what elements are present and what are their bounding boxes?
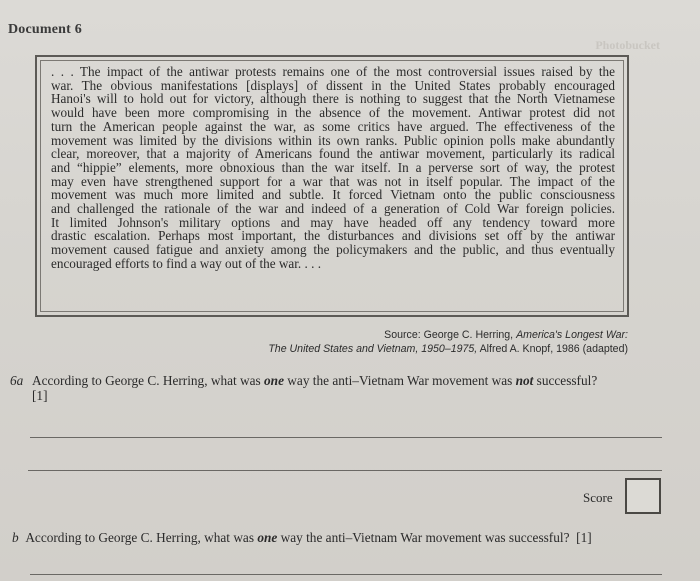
points-label: [1]	[576, 530, 592, 545]
question-text-part: way the anti–Vietnam War movement was	[283, 373, 516, 388]
quote-line: and “hippie” elements, more obnoxious than the war itself. In a perverse sort of way, the protest	[51, 159, 615, 175]
quote-line: turn the American people against the war, as some critics have argued. The effectiveness of the	[51, 118, 615, 134]
quote-line: clear, moreover, that a majority of Americans found the antiwar movement, particularly its radical	[51, 146, 615, 162]
quote-line: drastic escalation. Perhaps most important, the disturbances and divisions set off by the antiwar	[51, 228, 615, 244]
answer-line-3[interactable]	[30, 574, 662, 575]
answer-line-1[interactable]	[30, 437, 662, 438]
question-text-part: successful?	[533, 373, 598, 388]
quote-line: encouraged efforts to find a way out of the war. . . .	[51, 255, 322, 271]
question-text-part: According to George C. Herring, what was	[25, 530, 258, 545]
question-number: 6a	[10, 373, 24, 388]
quote-line: movement was limited by the divisions within its own ranks. Public opinion polls make abundantly	[51, 132, 615, 148]
quote-text	[40, 60, 624, 312]
quote-line: Hanoi's will to hold out for victory, although there is nothing to suggest that the North Vietnamese	[51, 91, 615, 107]
document-title: Document 6	[8, 22, 82, 37]
quote-line: movement was much more limited and subtle. It forced Vietnam onto the public consciousness	[51, 187, 615, 203]
quote-line: would have been more compromising in the absence of the movement. Antiwar protest did not	[51, 105, 615, 121]
source-book-title-1: America's Longest War:	[516, 329, 628, 341]
emphasis-not: not	[515, 373, 534, 388]
source-citation	[268, 328, 628, 356]
score-label: Score	[583, 490, 613, 505]
quote-line: movement caused fatigue and anxiety among the policymakers and the public, and thus eventually	[51, 242, 615, 258]
source-book-title-2: The United States and Vietnam, 1950–1975,	[268, 343, 478, 355]
source-prefix: Source: George C. Herring,	[384, 329, 517, 341]
question-number: b	[12, 530, 19, 545]
quote-box	[35, 55, 629, 317]
quote-line: and challenged the rationale of the war and indeed of a generation of Cold War foreign policies.	[51, 201, 615, 217]
source-publisher: Alfred A. Knopf, 1986 (adapted)	[477, 343, 628, 355]
watermark-text: Photobucket	[595, 38, 660, 52]
emphasis-one: one	[264, 373, 284, 388]
question-6b	[12, 530, 592, 546]
quote-line: may even have strengthened support for a war that was not in itself popular. The impact of the	[51, 173, 615, 189]
quote-line: . . . The impact of the antiwar protests remains one of the most controversial issues raised by the	[51, 64, 615, 79]
emphasis-one: one	[257, 530, 278, 545]
answer-line-2[interactable]	[28, 470, 662, 471]
question-text-part: way the anti–Vietnam War movement was successful?	[277, 530, 570, 545]
quote-line: It limited Johnson's military options and may have headed off any tendency toward more	[51, 214, 615, 230]
score-box[interactable]	[625, 478, 661, 514]
quote-line: war. The obvious manifestations [displays] of dissent in the United States probably encouraged	[51, 77, 615, 93]
points-label: [1]	[32, 388, 48, 403]
question-text-part: According to George C. Herring, what was	[32, 373, 265, 388]
question-6a	[10, 373, 597, 403]
